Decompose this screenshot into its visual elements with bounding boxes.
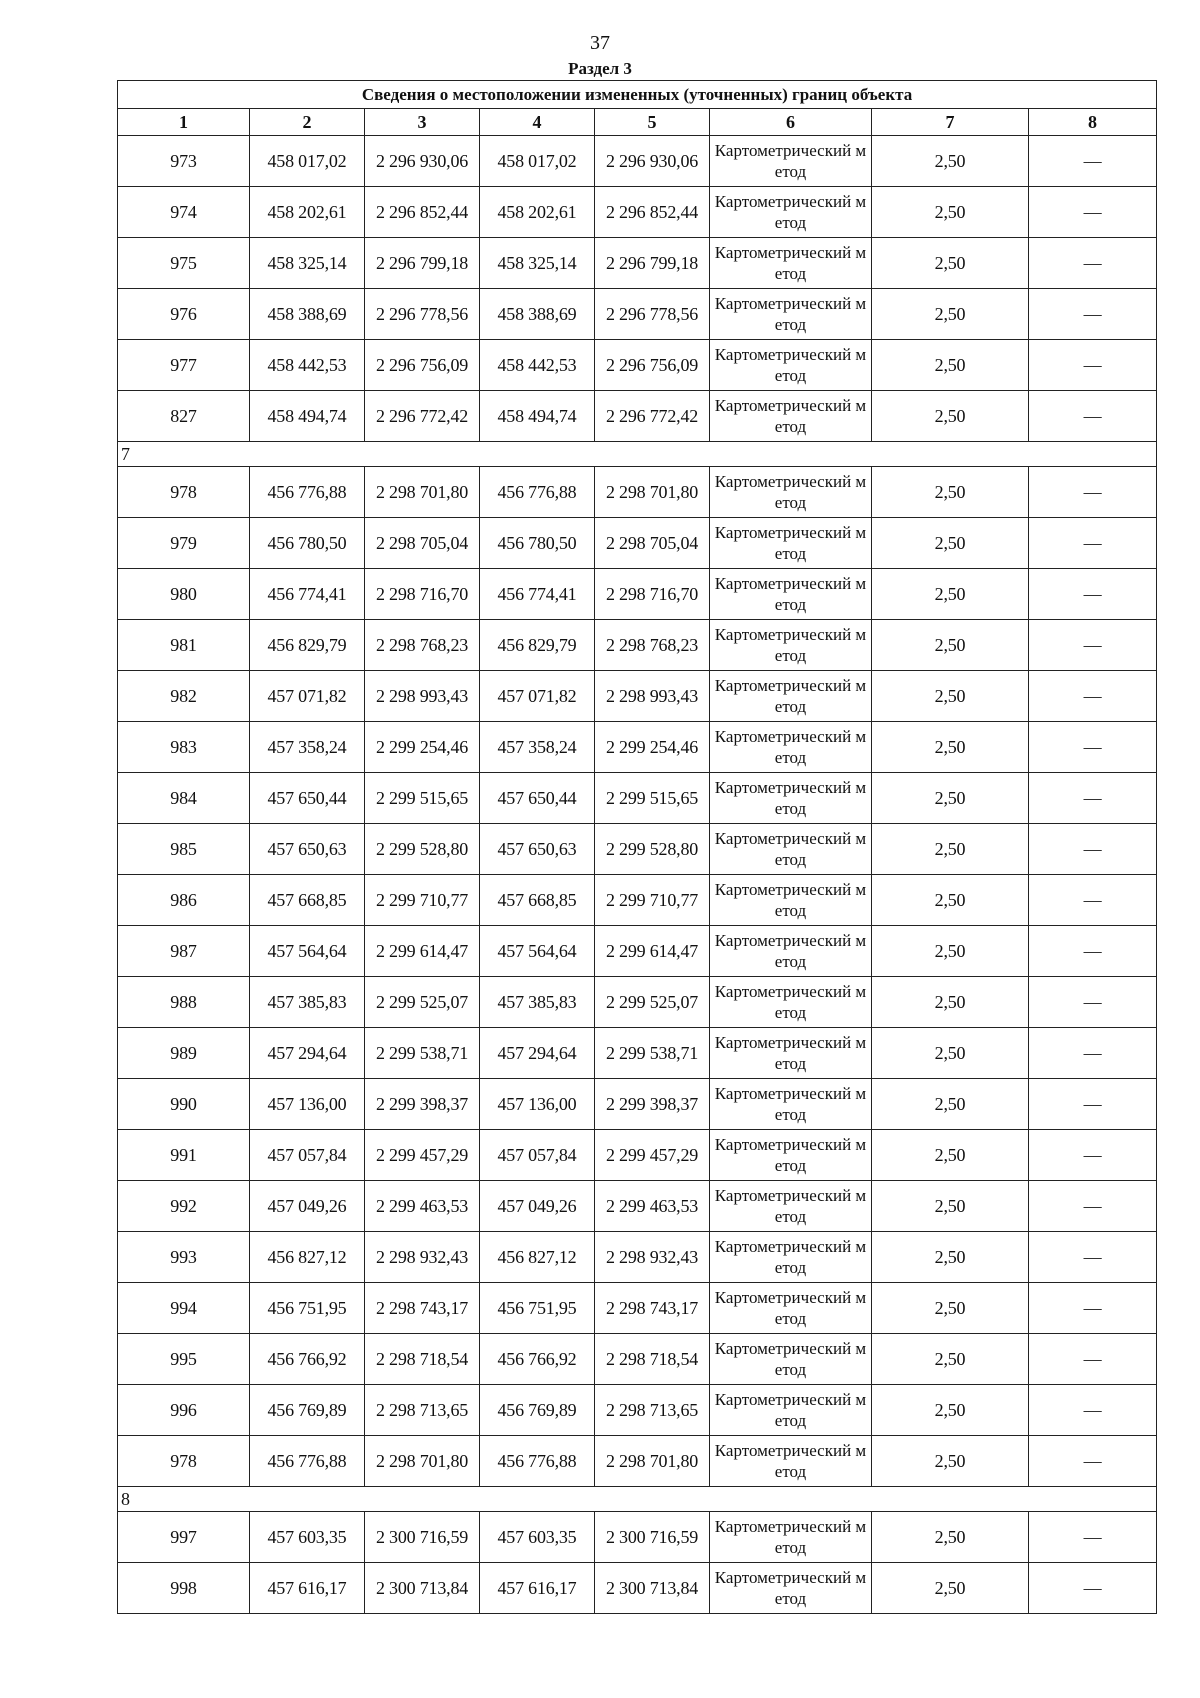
accuracy-cell: 2,50	[872, 391, 1029, 442]
description-cell: —	[1029, 1334, 1157, 1385]
y-old-cell: 2 299 457,29	[365, 1130, 480, 1181]
x-old-cell: 456 751,95	[250, 1283, 365, 1334]
y-new-cell: 2 299 457,29	[595, 1130, 710, 1181]
x-new-cell: 458 442,53	[480, 340, 595, 391]
x-old-cell: 456 829,79	[250, 620, 365, 671]
table-row	[118, 1181, 1157, 1232]
table-row	[118, 1028, 1157, 1079]
method-cell: Картометрический метод	[710, 671, 872, 722]
accuracy-cell: 2,50	[872, 340, 1029, 391]
y-new-cell: 2 299 525,07	[595, 977, 710, 1028]
x-new-cell: 456 776,88	[480, 467, 595, 518]
method-cell: Картометрический метод	[710, 1436, 872, 1487]
accuracy-cell: 2,50	[872, 136, 1029, 187]
accuracy-cell: 2,50	[872, 1130, 1029, 1181]
description-cell: —	[1029, 926, 1157, 977]
accuracy-cell: 2,50	[872, 1283, 1029, 1334]
point-number-cell: 988	[118, 977, 250, 1028]
x-new-cell: 457 668,85	[480, 875, 595, 926]
point-number-cell: 976	[118, 289, 250, 340]
x-new-cell: 456 829,79	[480, 620, 595, 671]
point-number-cell: 983	[118, 722, 250, 773]
x-new-cell: 458 202,61	[480, 187, 595, 238]
y-old-cell: 2 296 852,44	[365, 187, 480, 238]
description-cell: —	[1029, 1512, 1157, 1563]
y-old-cell: 2 299 538,71	[365, 1028, 480, 1079]
x-new-cell: 457 650,44	[480, 773, 595, 824]
x-old-cell: 458 202,61	[250, 187, 365, 238]
y-new-cell: 2 298 718,54	[595, 1334, 710, 1385]
method-cell: Картометрический метод	[710, 136, 872, 187]
y-old-cell: 2 296 756,09	[365, 340, 480, 391]
y-new-cell: 2 298 701,80	[595, 1436, 710, 1487]
method-cell: Картометрический метод	[710, 875, 872, 926]
table-row	[118, 1512, 1157, 1563]
x-new-cell: 456 751,95	[480, 1283, 595, 1334]
table-row	[118, 1283, 1157, 1334]
accuracy-cell: 2,50	[872, 824, 1029, 875]
description-cell: —	[1029, 289, 1157, 340]
x-old-cell: 457 650,44	[250, 773, 365, 824]
description-cell: —	[1029, 1028, 1157, 1079]
point-number-cell: 996	[118, 1385, 250, 1436]
point-number-cell: 998	[118, 1563, 250, 1614]
table-row	[118, 875, 1157, 926]
table-row	[118, 926, 1157, 977]
x-old-cell: 456 766,92	[250, 1334, 365, 1385]
method-cell: Картометрический метод	[710, 289, 872, 340]
x-old-cell: 457 049,26	[250, 1181, 365, 1232]
table-row	[118, 1232, 1157, 1283]
y-old-cell: 2 298 768,23	[365, 620, 480, 671]
y-new-cell: 2 298 932,43	[595, 1232, 710, 1283]
accuracy-cell: 2,50	[872, 1385, 1029, 1436]
x-old-cell: 457 294,64	[250, 1028, 365, 1079]
column-header-row	[118, 109, 1157, 136]
method-cell: Картометрический метод	[710, 340, 872, 391]
method-cell: Картометрический метод	[710, 1385, 872, 1436]
point-number-cell: 989	[118, 1028, 250, 1079]
contour-row	[118, 442, 1157, 467]
table-caption: Сведения о местоположении измененных (уточненных) границ объекта	[118, 81, 1157, 109]
x-old-cell: 457 358,24	[250, 722, 365, 773]
point-number-cell: 977	[118, 340, 250, 391]
y-new-cell: 2 300 713,84	[595, 1563, 710, 1614]
point-number-cell: 974	[118, 187, 250, 238]
table-row	[118, 620, 1157, 671]
x-old-cell: 457 616,17	[250, 1563, 365, 1614]
x-old-cell: 458 388,69	[250, 289, 365, 340]
contour-number: 8	[118, 1487, 1157, 1512]
method-cell: Картометрический метод	[710, 1563, 872, 1614]
x-new-cell: 457 650,63	[480, 824, 595, 875]
y-new-cell: 2 298 993,43	[595, 671, 710, 722]
method-cell: Картометрический метод	[710, 187, 872, 238]
y-new-cell: 2 296 772,42	[595, 391, 710, 442]
x-new-cell: 458 325,14	[480, 238, 595, 289]
table-row	[118, 569, 1157, 620]
y-new-cell: 2 299 398,37	[595, 1079, 710, 1130]
y-old-cell: 2 298 716,70	[365, 569, 480, 620]
x-new-cell: 458 494,74	[480, 391, 595, 442]
description-cell: —	[1029, 1181, 1157, 1232]
x-old-cell: 458 325,14	[250, 238, 365, 289]
y-old-cell: 2 296 778,56	[365, 289, 480, 340]
section-title: Раздел 3	[568, 59, 632, 78]
table-row	[118, 671, 1157, 722]
y-new-cell: 2 298 705,04	[595, 518, 710, 569]
method-cell: Картометрический метод	[710, 518, 872, 569]
y-new-cell: 2 299 614,47	[595, 926, 710, 977]
point-number-cell: 997	[118, 1512, 250, 1563]
method-cell: Картометрический метод	[710, 1028, 872, 1079]
method-cell: Картометрический метод	[710, 824, 872, 875]
accuracy-cell: 2,50	[872, 467, 1029, 518]
description-cell: —	[1029, 136, 1157, 187]
x-new-cell: 457 385,83	[480, 977, 595, 1028]
accuracy-cell: 2,50	[872, 518, 1029, 569]
point-number-cell: 986	[118, 875, 250, 926]
x-old-cell: 456 769,89	[250, 1385, 365, 1436]
table-row	[118, 722, 1157, 773]
y-old-cell: 2 299 398,37	[365, 1079, 480, 1130]
accuracy-cell: 2,50	[872, 1232, 1029, 1283]
point-number-cell: 979	[118, 518, 250, 569]
method-cell: Картометрический метод	[710, 773, 872, 824]
x-old-cell: 457 668,85	[250, 875, 365, 926]
column-header: 7	[872, 109, 1029, 136]
table-row	[118, 340, 1157, 391]
x-new-cell: 457 564,64	[480, 926, 595, 977]
description-cell: —	[1029, 187, 1157, 238]
x-new-cell: 458 017,02	[480, 136, 595, 187]
method-cell: Картометрический метод	[710, 977, 872, 1028]
method-cell: Картометрический метод	[710, 467, 872, 518]
table-row	[118, 238, 1157, 289]
column-header: 5	[595, 109, 710, 136]
y-old-cell: 2 299 463,53	[365, 1181, 480, 1232]
y-new-cell: 2 299 710,77	[595, 875, 710, 926]
table-row	[118, 136, 1157, 187]
y-old-cell: 2 299 710,77	[365, 875, 480, 926]
x-old-cell: 457 564,64	[250, 926, 365, 977]
x-new-cell: 456 827,12	[480, 1232, 595, 1283]
contour-row	[118, 1487, 1157, 1512]
y-new-cell: 2 299 515,65	[595, 773, 710, 824]
y-new-cell: 2 298 716,70	[595, 569, 710, 620]
accuracy-cell: 2,50	[872, 1181, 1029, 1232]
point-number-cell: 980	[118, 569, 250, 620]
accuracy-cell: 2,50	[872, 977, 1029, 1028]
description-cell: —	[1029, 518, 1157, 569]
description-cell: —	[1029, 467, 1157, 518]
table-row	[118, 824, 1157, 875]
y-old-cell: 2 299 254,46	[365, 722, 480, 773]
x-new-cell: 456 769,89	[480, 1385, 595, 1436]
y-old-cell: 2 300 716,59	[365, 1512, 480, 1563]
column-header: 4	[480, 109, 595, 136]
column-header: 6	[710, 109, 872, 136]
accuracy-cell: 2,50	[872, 289, 1029, 340]
y-old-cell: 2 299 525,07	[365, 977, 480, 1028]
y-old-cell: 2 296 930,06	[365, 136, 480, 187]
column-header: 1	[118, 109, 250, 136]
y-old-cell: 2 298 701,80	[365, 1436, 480, 1487]
x-old-cell: 457 057,84	[250, 1130, 365, 1181]
y-old-cell: 2 298 993,43	[365, 671, 480, 722]
contour-number: 7	[118, 442, 1157, 467]
description-cell: —	[1029, 875, 1157, 926]
point-number-cell: 827	[118, 391, 250, 442]
table-row	[118, 467, 1157, 518]
accuracy-cell: 2,50	[872, 569, 1029, 620]
description-cell: —	[1029, 1232, 1157, 1283]
y-new-cell: 2 296 930,06	[595, 136, 710, 187]
accuracy-cell: 2,50	[872, 875, 1029, 926]
y-new-cell: 2 300 716,59	[595, 1512, 710, 1563]
x-new-cell: 457 136,00	[480, 1079, 595, 1130]
table-row	[118, 1436, 1157, 1487]
accuracy-cell: 2,50	[872, 238, 1029, 289]
y-old-cell: 2 298 713,65	[365, 1385, 480, 1436]
x-old-cell: 456 774,41	[250, 569, 365, 620]
y-new-cell: 2 296 756,09	[595, 340, 710, 391]
description-cell: —	[1029, 824, 1157, 875]
point-number-cell: 990	[118, 1079, 250, 1130]
method-cell: Картометрический метод	[710, 391, 872, 442]
accuracy-cell: 2,50	[872, 1512, 1029, 1563]
point-number-cell: 973	[118, 136, 250, 187]
y-new-cell: 2 298 713,65	[595, 1385, 710, 1436]
description-cell: —	[1029, 1079, 1157, 1130]
x-new-cell: 456 780,50	[480, 518, 595, 569]
y-new-cell: 2 298 743,17	[595, 1283, 710, 1334]
y-old-cell: 2 299 528,80	[365, 824, 480, 875]
point-number-cell: 984	[118, 773, 250, 824]
accuracy-cell: 2,50	[872, 620, 1029, 671]
description-cell: —	[1029, 1130, 1157, 1181]
x-new-cell: 457 294,64	[480, 1028, 595, 1079]
table-row	[118, 977, 1157, 1028]
point-number-cell: 982	[118, 671, 250, 722]
description-cell: —	[1029, 1563, 1157, 1614]
accuracy-cell: 2,50	[872, 773, 1029, 824]
table-row	[118, 1334, 1157, 1385]
point-number-cell: 985	[118, 824, 250, 875]
point-number-cell: 994	[118, 1283, 250, 1334]
y-new-cell: 2 299 528,80	[595, 824, 710, 875]
y-new-cell: 2 299 463,53	[595, 1181, 710, 1232]
table-row	[118, 1079, 1157, 1130]
table-row	[118, 1385, 1157, 1436]
point-number-cell: 992	[118, 1181, 250, 1232]
accuracy-cell: 2,50	[872, 1436, 1029, 1487]
point-number-cell: 981	[118, 620, 250, 671]
point-number-cell: 991	[118, 1130, 250, 1181]
table-row	[118, 187, 1157, 238]
x-old-cell: 457 385,83	[250, 977, 365, 1028]
accuracy-cell: 2,50	[872, 926, 1029, 977]
y-old-cell: 2 298 701,80	[365, 467, 480, 518]
y-new-cell: 2 299 538,71	[595, 1028, 710, 1079]
coordinates-table	[117, 80, 1157, 1614]
table-row	[118, 1563, 1157, 1614]
y-old-cell: 2 298 718,54	[365, 1334, 480, 1385]
accuracy-cell: 2,50	[872, 1334, 1029, 1385]
description-cell: —	[1029, 391, 1157, 442]
x-new-cell: 456 766,92	[480, 1334, 595, 1385]
description-cell: —	[1029, 1283, 1157, 1334]
y-new-cell: 2 296 778,56	[595, 289, 710, 340]
description-cell: —	[1029, 569, 1157, 620]
point-number-cell: 978	[118, 467, 250, 518]
description-cell: —	[1029, 620, 1157, 671]
description-cell: —	[1029, 773, 1157, 824]
description-cell: —	[1029, 722, 1157, 773]
y-new-cell: 2 298 701,80	[595, 467, 710, 518]
x-old-cell: 457 071,82	[250, 671, 365, 722]
x-old-cell: 456 780,50	[250, 518, 365, 569]
y-old-cell: 2 299 614,47	[365, 926, 480, 977]
x-old-cell: 457 650,63	[250, 824, 365, 875]
description-cell: —	[1029, 1385, 1157, 1436]
method-cell: Картометрический метод	[710, 569, 872, 620]
accuracy-cell: 2,50	[872, 1079, 1029, 1130]
y-new-cell: 2 298 768,23	[595, 620, 710, 671]
y-new-cell: 2 296 852,44	[595, 187, 710, 238]
table-row	[118, 391, 1157, 442]
point-number-cell: 993	[118, 1232, 250, 1283]
y-new-cell: 2 299 254,46	[595, 722, 710, 773]
method-cell: Картометрический метод	[710, 1130, 872, 1181]
y-old-cell: 2 300 713,84	[365, 1563, 480, 1614]
x-old-cell: 456 776,88	[250, 467, 365, 518]
point-number-cell: 978	[118, 1436, 250, 1487]
x-new-cell: 457 057,84	[480, 1130, 595, 1181]
method-cell: Картометрический метод	[710, 620, 872, 671]
x-new-cell: 457 616,17	[480, 1563, 595, 1614]
description-cell: —	[1029, 671, 1157, 722]
x-old-cell: 458 442,53	[250, 340, 365, 391]
method-cell: Картометрический метод	[710, 1334, 872, 1385]
x-old-cell: 458 017,02	[250, 136, 365, 187]
table-row	[118, 773, 1157, 824]
y-old-cell: 2 298 743,17	[365, 1283, 480, 1334]
y-old-cell: 2 298 705,04	[365, 518, 480, 569]
column-header: 3	[365, 109, 480, 136]
method-cell: Картометрический метод	[710, 1232, 872, 1283]
method-cell: Картометрический метод	[710, 1512, 872, 1563]
point-number-cell: 987	[118, 926, 250, 977]
accuracy-cell: 2,50	[872, 1563, 1029, 1614]
accuracy-cell: 2,50	[872, 671, 1029, 722]
accuracy-cell: 2,50	[872, 1028, 1029, 1079]
method-cell: Картометрический метод	[710, 1283, 872, 1334]
x-new-cell: 457 071,82	[480, 671, 595, 722]
point-number-cell: 975	[118, 238, 250, 289]
x-old-cell: 457 603,35	[250, 1512, 365, 1563]
x-new-cell: 457 603,35	[480, 1512, 595, 1563]
method-cell: Картометрический метод	[710, 1079, 872, 1130]
method-cell: Картометрический метод	[710, 722, 872, 773]
y-old-cell: 2 296 772,42	[365, 391, 480, 442]
table-row	[118, 289, 1157, 340]
description-cell: —	[1029, 340, 1157, 391]
x-new-cell: 457 358,24	[480, 722, 595, 773]
method-cell: Картометрический метод	[710, 926, 872, 977]
accuracy-cell: 2,50	[872, 722, 1029, 773]
table-body	[118, 136, 1157, 1614]
x-new-cell: 457 049,26	[480, 1181, 595, 1232]
y-old-cell: 2 298 932,43	[365, 1232, 480, 1283]
table-row	[118, 518, 1157, 569]
y-old-cell: 2 296 799,18	[365, 238, 480, 289]
method-cell: Картометрический метод	[710, 1181, 872, 1232]
point-number-cell: 995	[118, 1334, 250, 1385]
description-cell: —	[1029, 1436, 1157, 1487]
y-old-cell: 2 299 515,65	[365, 773, 480, 824]
page-number: 37	[590, 32, 610, 54]
description-cell: —	[1029, 238, 1157, 289]
column-header: 2	[250, 109, 365, 136]
x-new-cell: 458 388,69	[480, 289, 595, 340]
description-cell: —	[1029, 977, 1157, 1028]
y-new-cell: 2 296 799,18	[595, 238, 710, 289]
accuracy-cell: 2,50	[872, 187, 1029, 238]
x-new-cell: 456 774,41	[480, 569, 595, 620]
method-cell: Картометрический метод	[710, 238, 872, 289]
x-old-cell: 458 494,74	[250, 391, 365, 442]
x-new-cell: 456 776,88	[480, 1436, 595, 1487]
x-old-cell: 456 827,12	[250, 1232, 365, 1283]
x-old-cell: 457 136,00	[250, 1079, 365, 1130]
x-old-cell: 456 776,88	[250, 1436, 365, 1487]
table-row	[118, 1130, 1157, 1181]
column-header: 8	[1029, 109, 1157, 136]
